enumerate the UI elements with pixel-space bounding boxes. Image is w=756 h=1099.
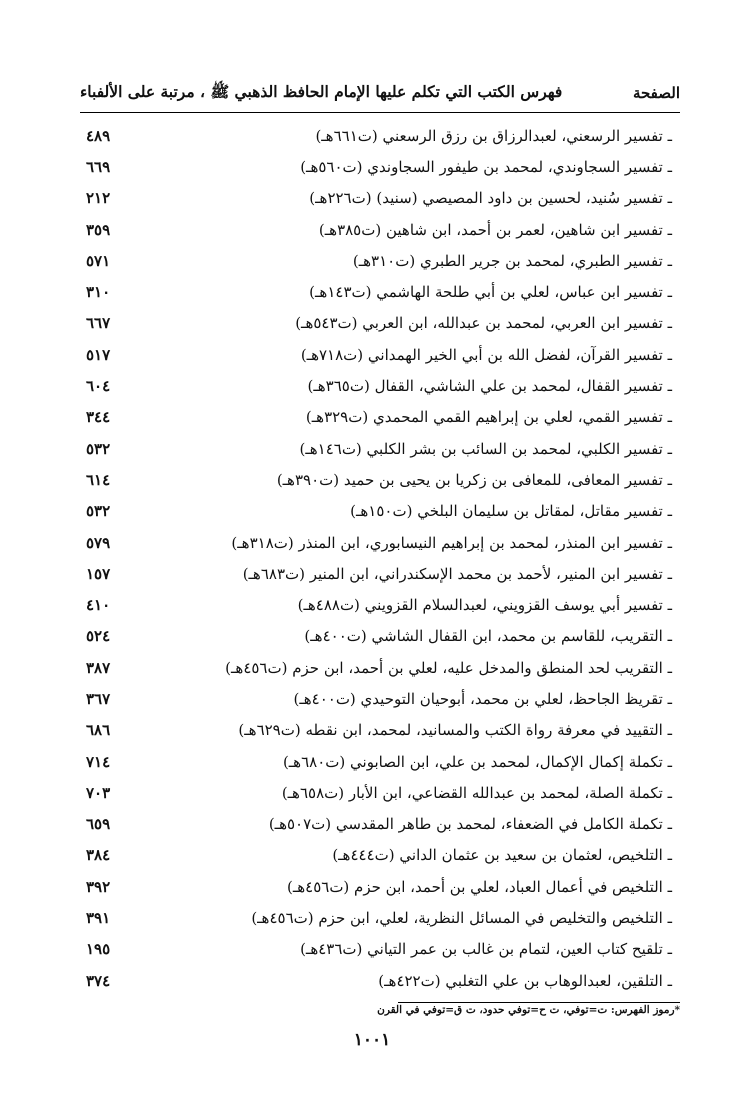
entry-title: ـ التقييد في معرفة رواة الكتب والمسانيد، لمحمد، ابن نقطه (ت٦٢٩هـ) xyxy=(238,721,672,740)
index-entry xyxy=(80,402,680,433)
entry-title: ـ تلقيح كتاب العين، لتمام بن غالب بن عمر التياني (ت٤٣٦هـ) xyxy=(300,940,672,959)
entry-page-number: ٦٠٤ xyxy=(86,377,111,396)
entry-page-number: ٣٩١ xyxy=(86,909,111,928)
index-entry xyxy=(80,245,680,276)
index-entry xyxy=(80,683,680,714)
entry-page-number: ٣٩٢ xyxy=(86,877,111,896)
entry-page-number: ٣٤٤ xyxy=(86,408,111,427)
entry-title: ـ تفسير القفال، لمحمد بن علي الشاشي، القفال (ت٣٦٥هـ) xyxy=(307,377,672,396)
footnote: *رموز الفهرس: ت=توفي، ت ح=توفي حدود، ت ق=توفي في القرن xyxy=(377,1004,680,1016)
entry-page-number: ٢١٢ xyxy=(86,189,111,208)
index-entry xyxy=(80,558,680,589)
entry-page-number: ٧٠٣ xyxy=(86,783,111,802)
entry-page-number: ٦٥٩ xyxy=(86,815,111,834)
entry-title: ـ تفسير ابن شاهين، لعمر بن أحمد، ابن شاهين (ت٣٨٥هـ) xyxy=(318,220,672,239)
index-entry xyxy=(80,183,680,214)
entry-title: ـ تقريظ الجاحظ، لعلي بن محمد، أبوحيان التوحيدي (ت٤٠٠هـ) xyxy=(293,689,672,708)
entry-title: ـ تفسير الرسعني، لعبدالرزاق بن رزق الرسعني (ت٦٦١هـ) xyxy=(315,126,672,145)
entry-page-number: ١٥٧ xyxy=(86,564,111,583)
index-entry xyxy=(80,308,680,339)
index-entry xyxy=(80,433,680,464)
entry-title: ـ التقريب لحد المنطق والمدخل عليه، لعلي بن أحمد، ابن حزم (ت٤٥٦هـ) xyxy=(225,658,672,677)
entry-title: ـ التلقين، لعبدالوهاب بن علي التغلبي (ت٤٢٢هـ) xyxy=(378,971,672,990)
index-entry xyxy=(80,621,680,652)
index-entry xyxy=(80,871,680,902)
entry-page-number: ٥٧٩ xyxy=(86,533,111,552)
index-entry xyxy=(80,746,680,777)
entry-page-number: ٧١٤ xyxy=(86,752,111,771)
entry-page-number: ٣٨٤ xyxy=(86,846,111,865)
index-entry xyxy=(80,715,680,746)
entry-page-number: ١٩٥ xyxy=(86,940,111,959)
entry-page-number: ٦٦٧ xyxy=(86,314,111,333)
entry-title: ـ التلخيص في أعمال العباد، لعلي بن أحمد، ابن حزم (ت٤٥٦هـ) xyxy=(286,877,672,896)
entry-page-number: ٣١٠ xyxy=(86,283,111,302)
entry-title: ـ تفسير ابن المنير، لأحمد بن محمد الإسكندراني، ابن المنير (ت٦٨٣هـ) xyxy=(242,564,672,583)
footnote-rule xyxy=(398,1002,680,1003)
entry-page-number: ٦٦٩ xyxy=(86,157,111,176)
entry-title: ـ التقريب، للقاسم بن محمد، ابن القفال الشاشي (ت٤٠٠هـ) xyxy=(304,627,672,646)
entry-page-number: ٥٣٢ xyxy=(86,502,111,521)
entry-title: ـ تفسير ابن العربي، لمحمد بن عبدالله، ابن العربي (ت٥٤٣هـ) xyxy=(295,314,672,333)
entry-page-number: ٥١٧ xyxy=(86,345,111,364)
index-entry xyxy=(80,151,680,182)
entry-title: ـ تفسير المعافى، للمعافى بن زكريا بن يحيى بن حميد (ت٣٩٠هـ) xyxy=(276,470,672,489)
entry-title: ـ تفسير أبي يوسف القزويني، لعبدالسلام القزويني (ت٤٨٨هـ) xyxy=(297,596,672,615)
header-rule xyxy=(80,112,680,113)
entry-page-number: ٤٨٩ xyxy=(86,126,111,145)
entry-page-number: ٣٧٤ xyxy=(86,971,111,990)
entry-title: ـ تفسير ابن المنذر، لمحمد بن إبراهيم النيسابوري، ابن المنذر (ت٣١٨هـ) xyxy=(231,533,672,552)
index-entry xyxy=(80,652,680,683)
entry-title: ـ تفسير القمي، لعلي بن إبراهيم القمي المحمدي (ت٣٢٩هـ) xyxy=(305,408,672,427)
entry-title: ـ تفسير السجاوندي، لمحمد بن طيفور السجاوندي (ت٥٦٠هـ) xyxy=(300,157,672,176)
entry-page-number: ٣٨٧ xyxy=(86,658,111,677)
entry-title: ـ تفسير الكلبي، لمحمد بن السائب بن بشر الكلبي (ت١٤٦هـ) xyxy=(299,439,672,458)
entry-title: ـ تفسير ابن عباس، لعلي بن أبي طلحة الهاشمي (ت١٤٣هـ) xyxy=(309,283,672,302)
index-entry xyxy=(80,370,680,401)
page-column-label: الصفحة xyxy=(632,84,680,102)
entry-title: ـ التلخيص، لعثمان بن سعيد بن عثمان الداني (ت٤٤٤هـ) xyxy=(332,846,672,865)
index-entry xyxy=(80,589,680,620)
page-header xyxy=(80,76,680,110)
entry-page-number: ٤١٠ xyxy=(86,596,111,615)
index-entry xyxy=(80,902,680,933)
entry-page-number: ٦٨٦ xyxy=(86,721,111,740)
entry-title: ـ تفسير القرآن، لفضل الله بن أبي الخير الهمداني (ت٧١٨هـ) xyxy=(300,345,672,364)
entry-page-number: ٦١٤ xyxy=(86,470,111,489)
entry-page-number: ٥٢٤ xyxy=(86,627,111,646)
entry-title: ـ تفسير سُنيد، لحسين بن داود المصيصي (سنيد) (ت٢٢٦هـ) xyxy=(309,189,672,208)
index-entry xyxy=(80,464,680,495)
entry-title: ـ تفسير مقاتل، لمقاتل بن سليمان البلخي (ت١٥٠هـ) xyxy=(350,502,672,521)
index-entry xyxy=(80,120,680,151)
entry-title: ـ تفسير الطبري، لمحمد بن جرير الطبري (ت٣١٠هـ) xyxy=(352,251,672,270)
index-entry xyxy=(80,527,680,558)
index-entry xyxy=(80,965,680,996)
entry-title: ـ تكملة الصلة، لمحمد بن عبدالله القضاعي، ابن الأبار (ت٦٥٨هـ) xyxy=(281,783,672,802)
entry-title: ـ تكملة إكمال الإكمال، لمحمد بن علي، ابن الصابوني (ت٦٨٠هـ) xyxy=(282,752,672,771)
index-entry xyxy=(80,934,680,965)
header-title: فهرس الكتب التي تكلم عليها الإمام الحافظ الذهبي ﷺ ، مرتبة على الألفباء xyxy=(80,81,563,101)
index-entry xyxy=(80,339,680,370)
index-entry xyxy=(80,496,680,527)
page-number: ١٠٠١ xyxy=(353,1030,391,1050)
entry-title: ـ تكملة الكامل في الضعفاء، لمحمد بن طاهر المقدسي (ت٥٠٧هـ) xyxy=(268,815,672,834)
index-entry xyxy=(80,809,680,840)
index-entries xyxy=(80,120,680,996)
entry-page-number: ٥٣٢ xyxy=(86,439,111,458)
index-entry xyxy=(80,777,680,808)
entry-page-number: ٥٧١ xyxy=(86,251,111,270)
entry-page-number: ٣٦٧ xyxy=(86,689,111,708)
entry-page-number: ٣٥٩ xyxy=(86,220,111,239)
index-entry xyxy=(80,214,680,245)
index-entry xyxy=(80,840,680,871)
entry-title: ـ التلخيص والتخليص في المسائل النظرية، لعلي، ابن حزم (ت٤٥٦هـ) xyxy=(251,909,672,928)
index-entry xyxy=(80,276,680,307)
